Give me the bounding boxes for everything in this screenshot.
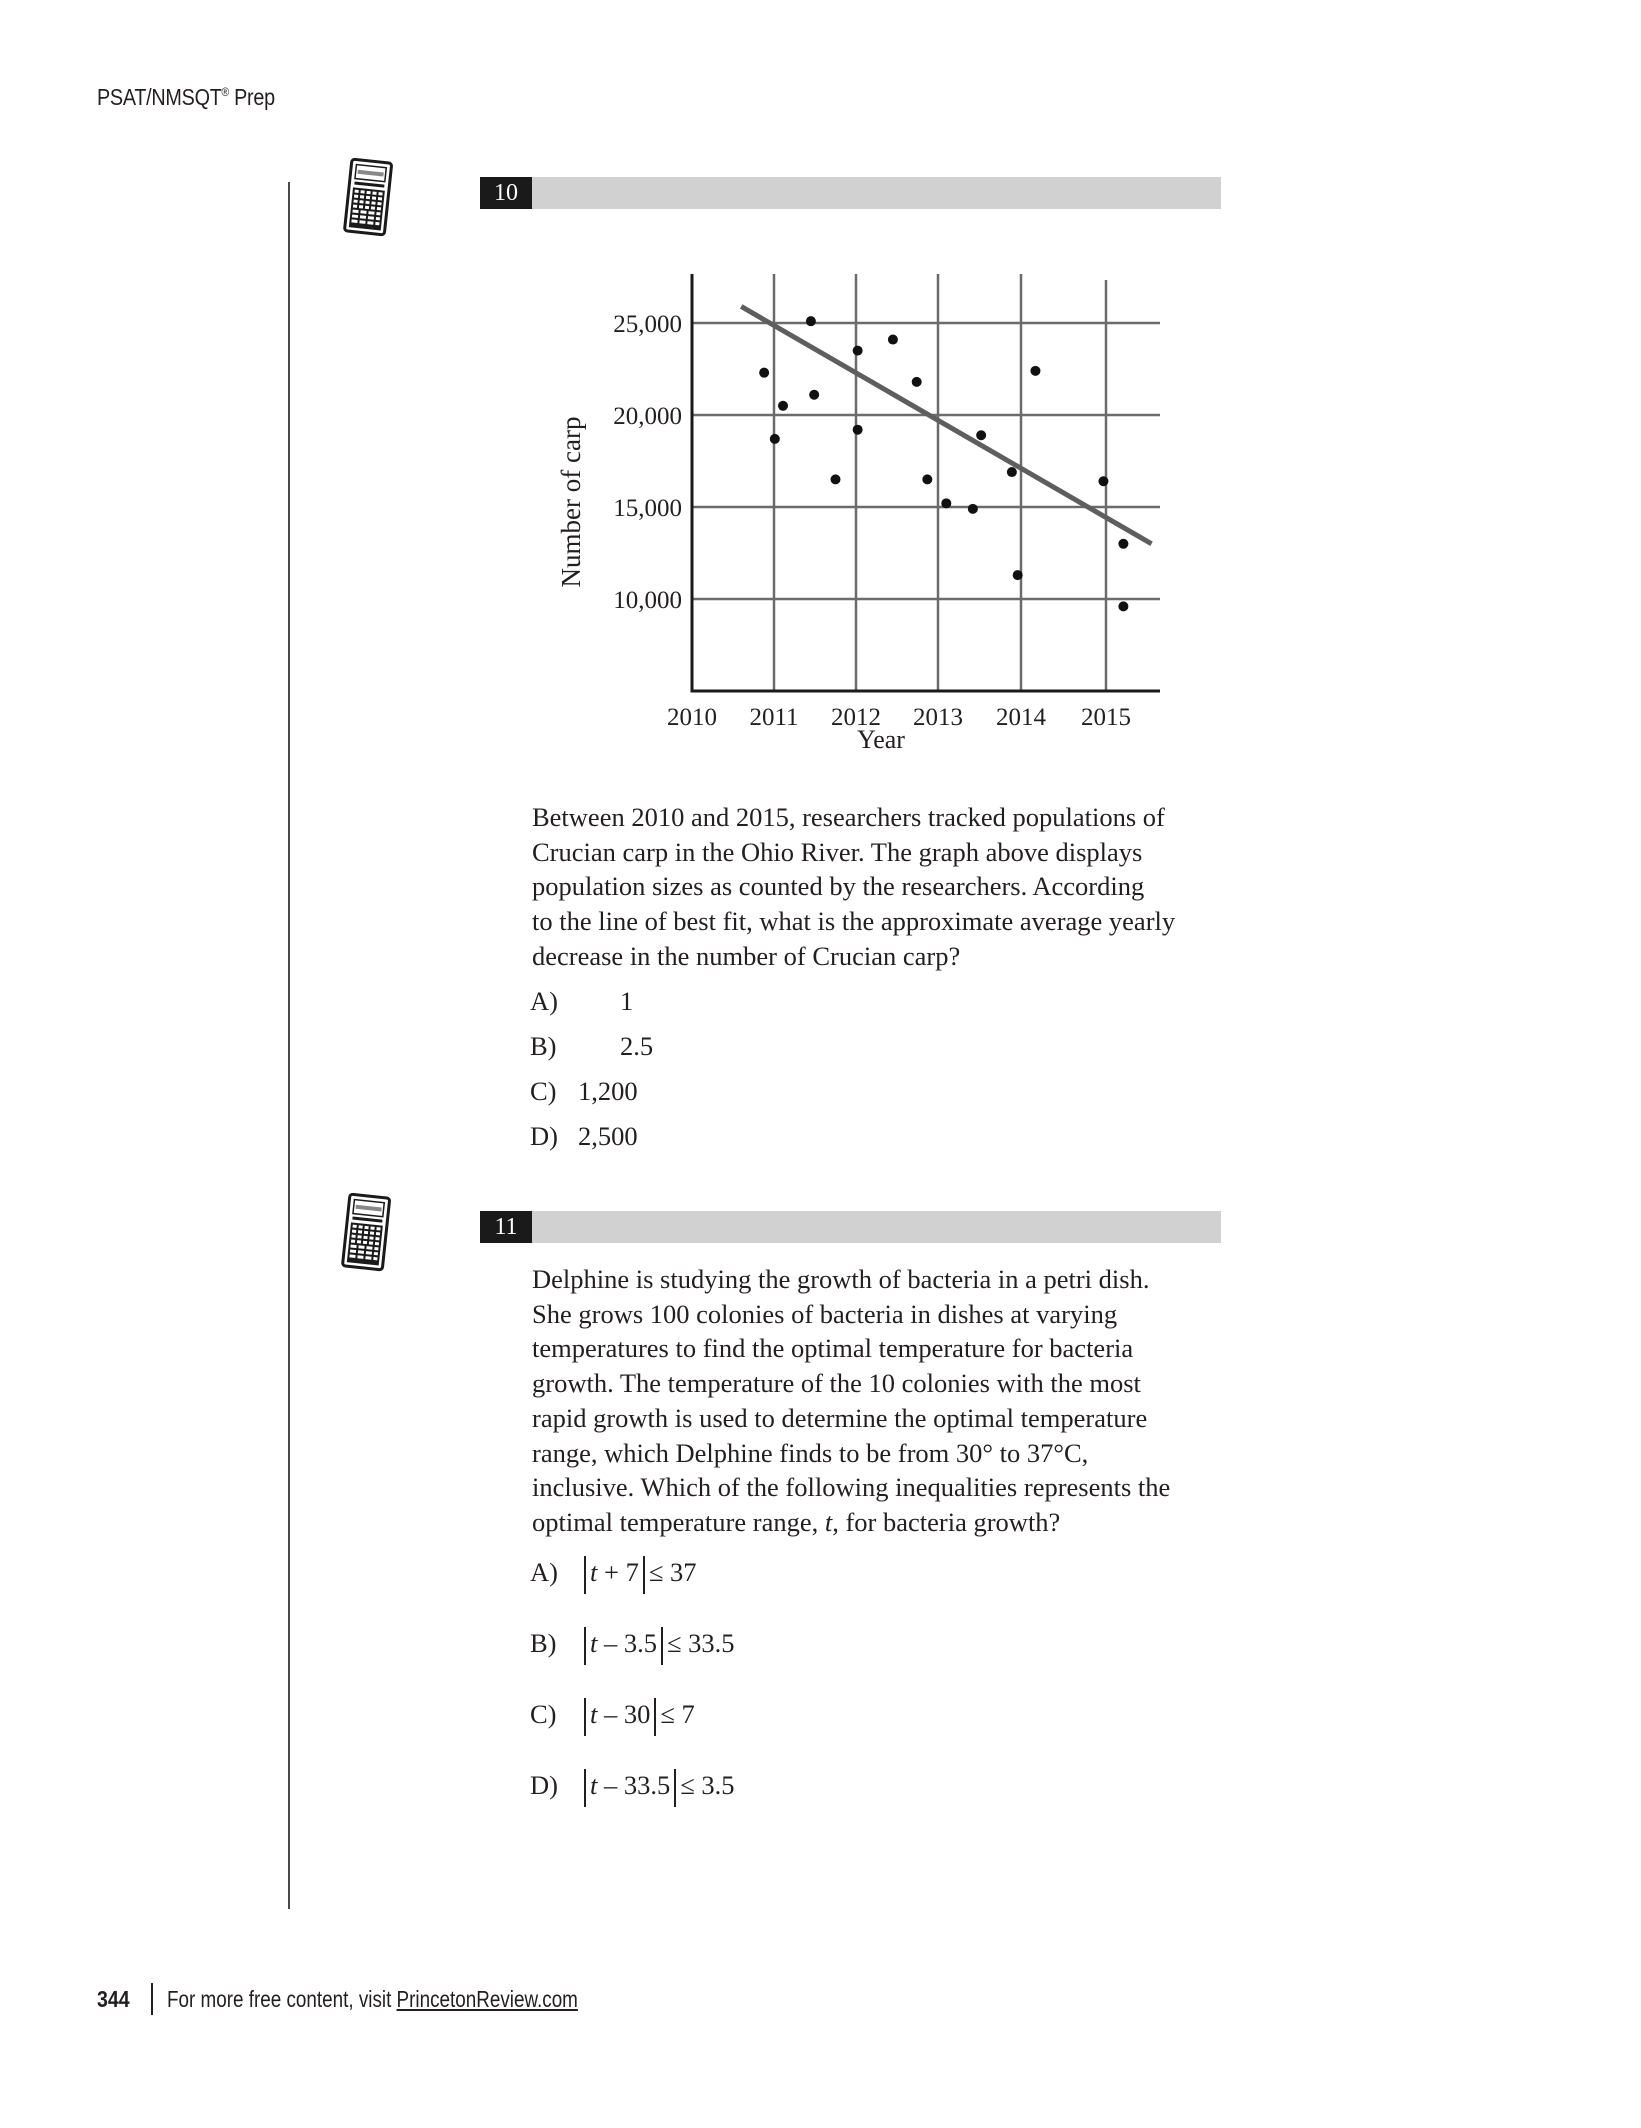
choice-letter: D) — [530, 1121, 558, 1151]
absolute-value-bar — [584, 1627, 586, 1665]
inner-expression: – 30 — [597, 1699, 651, 1729]
x-tick-label: 2015 — [1081, 704, 1131, 731]
margin-rule — [288, 182, 290, 1909]
y-tick-labels — [613, 311, 682, 614]
prompt-line: She grows 100 colonies of bacteria in dishes at varying — [532, 1298, 1118, 1329]
data-point — [1007, 467, 1017, 477]
data-point — [922, 474, 932, 484]
relation: ≤ 37 — [648, 1557, 697, 1587]
choice-letter: C) — [530, 1699, 557, 1729]
choice-letter: A) — [530, 986, 558, 1016]
page-footer — [97, 1982, 668, 2016]
prompt-line: growth. The temperature of the 10 colonies with the most — [532, 1368, 1141, 1399]
choice-letter: D) — [530, 1770, 558, 1800]
calculator-icon — [338, 1193, 394, 1273]
data-point — [1098, 476, 1108, 486]
relation: ≤ 7 — [660, 1699, 695, 1729]
answer-choice-b[interactable] — [530, 1623, 735, 1663]
y-tick-label: 10,000 — [613, 587, 682, 614]
prompt-line: temperatures to find the optimal temperature for bacteria — [532, 1333, 1134, 1364]
x-tick-label: 2014 — [996, 704, 1046, 731]
choice-value: 1 — [620, 986, 634, 1016]
answer-choice-a[interactable] — [530, 1552, 697, 1592]
question-number: 10 — [480, 177, 532, 209]
x-tick-label: 2013 — [913, 704, 963, 731]
data-point — [1118, 601, 1128, 611]
answer-choice-a[interactable] — [530, 986, 730, 1017]
prompt-line: decrease in the number of Crucian carp? — [532, 940, 961, 971]
x-tick-label: 2011 — [749, 704, 799, 731]
choice-letter: C) — [530, 1076, 557, 1106]
data-point — [778, 401, 788, 411]
data-point — [759, 368, 769, 378]
inner-expression: – 3.5 — [597, 1628, 657, 1658]
absolute-value-bar — [661, 1627, 663, 1665]
choice-value: 1,200 — [578, 1076, 638, 1106]
absolute-value-bar — [584, 1698, 586, 1736]
data-point — [912, 377, 922, 387]
question-11-prompt — [532, 1262, 1232, 1540]
answer-choice-b[interactable] — [530, 1031, 730, 1062]
prompt-line: to the line of best fit, what is the approximate average yearly — [532, 906, 1176, 937]
answer-choice-d[interactable] — [530, 1121, 688, 1152]
absolute-value-bar — [584, 1556, 586, 1594]
question-number: 11 — [480, 1211, 532, 1243]
data-points — [759, 316, 1128, 611]
question-10-prompt — [532, 800, 1232, 974]
data-point — [976, 430, 986, 440]
choice-letter: B) — [530, 1628, 557, 1658]
data-point — [853, 425, 863, 435]
calculator-icon — [340, 158, 396, 238]
choice-value: 2.5 — [620, 1031, 654, 1061]
data-point — [968, 504, 978, 514]
variable: t — [590, 1699, 598, 1729]
answer-choice-c[interactable] — [530, 1694, 695, 1734]
running-head-title: PSAT/NMSQT — [97, 84, 222, 110]
variable: t — [590, 1557, 598, 1587]
prompt-line: rapid growth is used to determine the optimal temperature — [532, 1402, 1148, 1433]
question-11-header-bar — [480, 1211, 1221, 1243]
absolute-value-bar — [643, 1556, 645, 1594]
footer-divider — [151, 1983, 153, 2015]
scatter-chart — [540, 262, 1180, 762]
inner-expression: – 33.5 — [597, 1770, 671, 1800]
data-point — [806, 316, 816, 326]
data-point — [888, 335, 898, 345]
absolute-value-bar — [674, 1769, 676, 1807]
y-axis-label: Number of carp — [556, 416, 586, 588]
answer-choice-d[interactable] — [530, 1765, 735, 1805]
prompt-line: Delphine is studying the growth of bacteria in a petri dish. — [532, 1264, 1150, 1294]
variable: t — [590, 1770, 598, 1800]
y-tick-label: 25,000 — [613, 311, 682, 338]
relation: ≤ 3.5 — [680, 1770, 735, 1800]
variable: t — [590, 1628, 598, 1658]
y-tick-label: 15,000 — [613, 495, 682, 522]
data-point — [1118, 539, 1128, 549]
princeton-review-link[interactable]: PrincetonReview.com — [396, 1985, 578, 2012]
relation: ≤ 33.5 — [667, 1628, 735, 1658]
registered-mark: ® — [221, 85, 229, 99]
x-tick-label: 2010 — [667, 704, 717, 731]
data-point — [831, 474, 841, 484]
data-point — [770, 434, 780, 444]
data-point — [1030, 366, 1040, 376]
question-10-header-bar — [480, 177, 1221, 209]
y-tick-label: 20,000 — [613, 403, 682, 430]
data-point — [941, 498, 951, 508]
prompt-line: Between 2010 and 2015, researchers tracked populations of — [532, 802, 1165, 832]
x-tick-label: 2012 — [831, 704, 881, 731]
choice-value: 2,500 — [578, 1121, 638, 1151]
running-head — [97, 84, 275, 111]
inner-expression: + 7 — [597, 1557, 639, 1587]
running-head-suffix: Prep — [228, 84, 275, 110]
data-point — [853, 346, 863, 356]
answer-choice-c[interactable] — [530, 1076, 688, 1107]
choice-letter: A) — [530, 1557, 558, 1587]
page-number: 344 — [97, 1985, 130, 2012]
prompt-line: range, which Delphine finds to be from 30° to 37°C, — [532, 1437, 1089, 1468]
x-axis-label: Year — [857, 725, 905, 754]
footer-caption: For more free content, visit — [167, 1985, 397, 2012]
choice-letter: B) — [530, 1031, 557, 1061]
footer-text — [167, 1986, 578, 2013]
prompt-line: population sizes as counted by the researchers. According — [532, 871, 1145, 902]
data-point — [809, 390, 819, 400]
prompt-line: Crucian carp in the Ohio River. The graph above displays — [532, 836, 1143, 867]
absolute-value-bar — [584, 1769, 586, 1807]
data-point — [1013, 570, 1023, 580]
absolute-value-bar — [654, 1698, 656, 1736]
prompt-line: optimal temperature range, t, for bacteria growth? — [532, 1506, 1061, 1537]
prompt-line: inclusive. Which of the following inequalities represents the — [532, 1472, 1171, 1503]
